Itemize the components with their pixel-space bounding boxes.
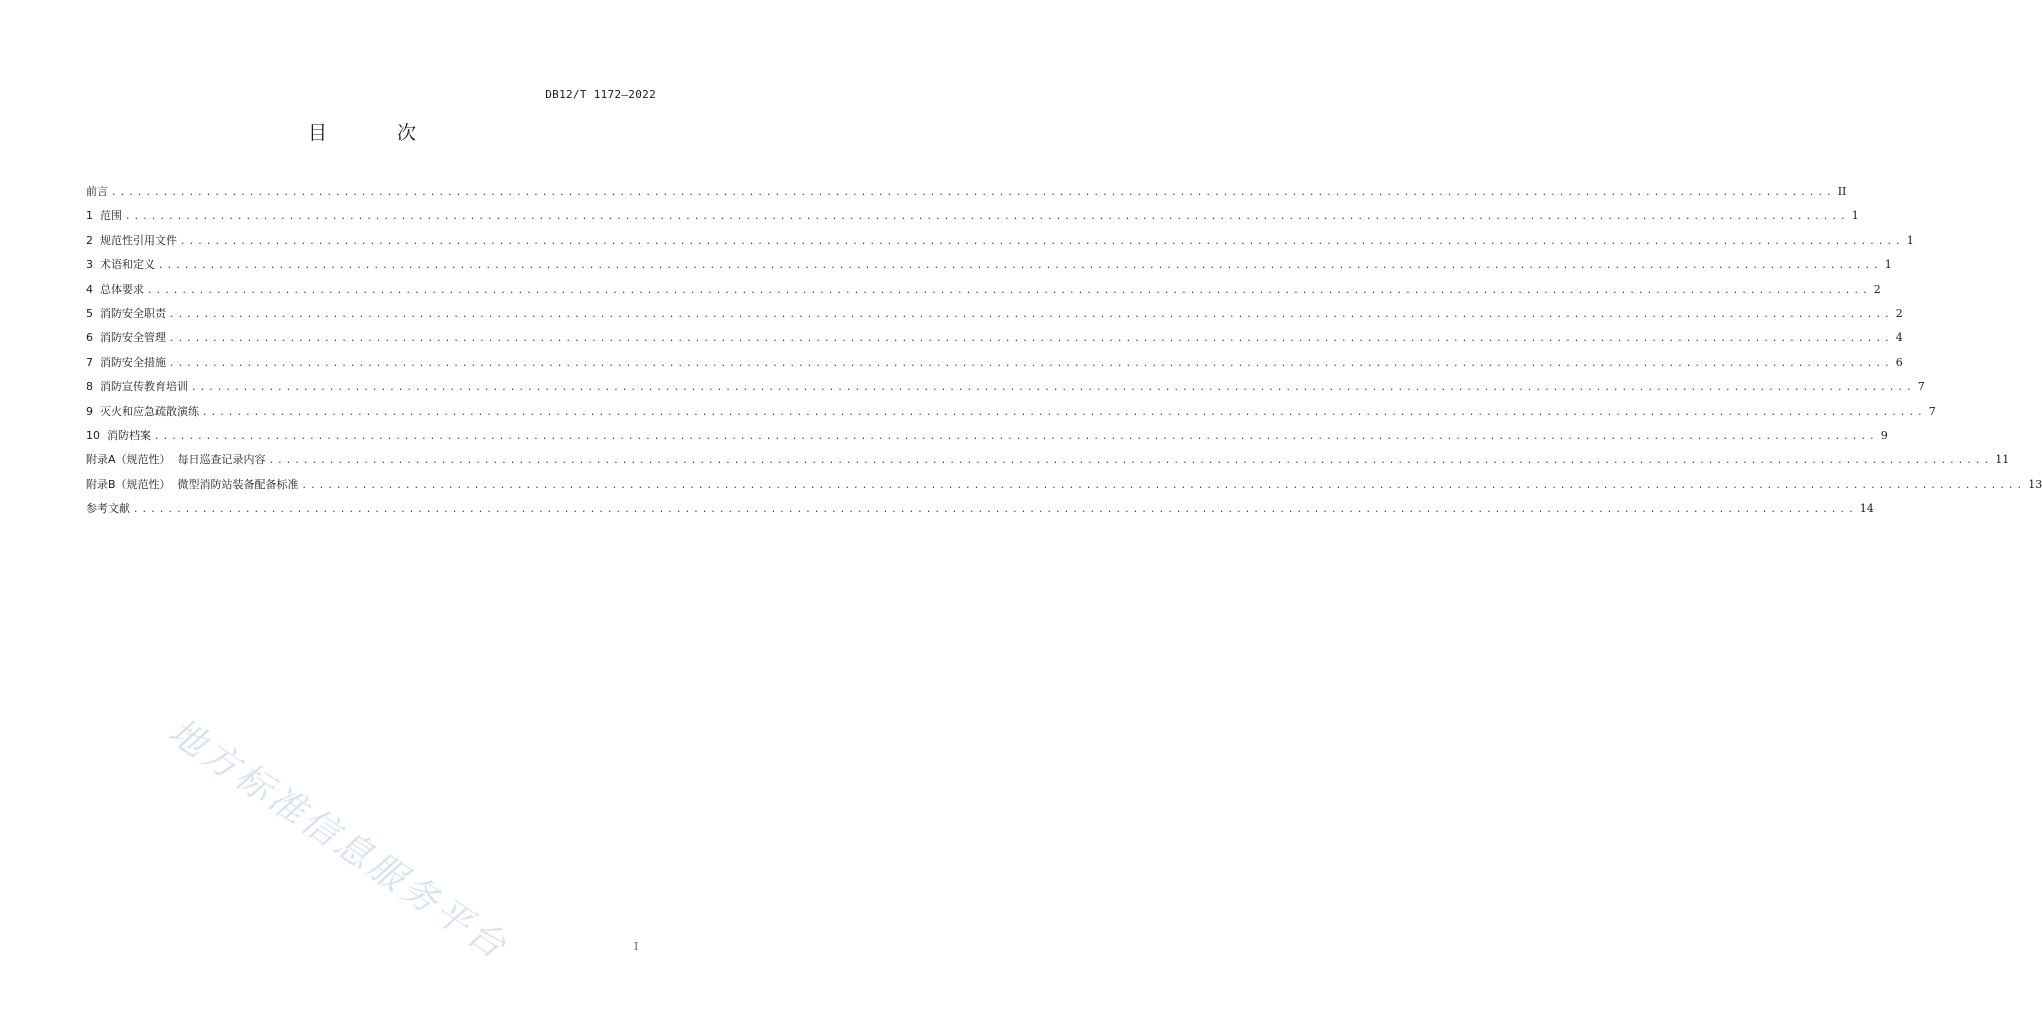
watermark: 地方标准信息服务平台 bbox=[160, 710, 516, 969]
toc-dot-leader: ........................................................................................................................................................................................................ bbox=[158, 261, 1882, 272]
toc-entry-label: 前言 bbox=[86, 185, 108, 198]
toc-entry-page: 14 bbox=[1859, 502, 1874, 516]
toc-entry-page: 9 bbox=[1880, 428, 1888, 442]
toc-entry-label: 2 规范性引用文件 bbox=[86, 233, 177, 247]
toc-dot-leader: ........................................................................................................................................................................................................ bbox=[169, 309, 1893, 320]
toc-entry[interactable] bbox=[86, 424, 1888, 448]
toc-entry-label: 附录B（规范性） 微型消防站装备配备标准 bbox=[86, 477, 299, 491]
toc-dot-leader: ........................................................................................................................................................................................................ bbox=[180, 236, 1904, 247]
toc-entry-page: 13 bbox=[2028, 477, 2042, 491]
toc-entry-page: 7 bbox=[1928, 404, 1936, 418]
toc-dot-leader: ........................................................................................................................................................................................................ bbox=[154, 431, 1878, 442]
toc-entry[interactable] bbox=[86, 448, 2010, 472]
toc-entry[interactable] bbox=[86, 400, 1936, 424]
toc-dot-leader: ........................................................................................................................................................................................................ bbox=[202, 407, 1926, 418]
toc-entry-page: 1 bbox=[1906, 233, 1914, 247]
toc-entry-label: 9 灭火和应急疏散演练 bbox=[86, 404, 199, 418]
toc-dot-leader: ........................................................................................................................................................................................................ bbox=[191, 383, 1915, 394]
toc-entry-page: 2 bbox=[1895, 306, 1903, 320]
toc-entry-page: 2 bbox=[1873, 282, 1881, 296]
toc-entry[interactable] bbox=[86, 326, 1903, 350]
toc-entry[interactable] bbox=[86, 473, 2042, 497]
toc-list bbox=[86, 180, 2042, 521]
toc-entry-page: 6 bbox=[1895, 355, 1903, 369]
toc-entry-page: 4 bbox=[1895, 331, 1903, 345]
toc-entry-label: 10 消防档案 bbox=[86, 428, 151, 442]
toc-dot-leader: ........................................................................................................................................................................................................ bbox=[125, 212, 1849, 223]
toc-entry[interactable] bbox=[86, 253, 1892, 277]
toc-entry-label: 附录A（规范性） 每日巡查记录内容 bbox=[86, 453, 266, 467]
toc-entry-page: II bbox=[1837, 185, 1847, 198]
toc-entry[interactable] bbox=[86, 278, 1881, 302]
toc-dot-leader: ........................................................................................................................................................................................................ bbox=[111, 188, 1835, 198]
toc-entry-label: 8 消防宣传教育培训 bbox=[86, 380, 188, 394]
toc-dot-leader: ........................................................................................................................................................................................................ bbox=[268, 456, 1993, 467]
toc-entry-page: 1 bbox=[1851, 209, 1859, 223]
toc-entry-page: 7 bbox=[1917, 380, 1925, 394]
toc-dot-leader: ........................................................................................................................................................................................................ bbox=[301, 480, 2026, 491]
toc-entry[interactable] bbox=[86, 302, 1903, 326]
toc-dot-leader: ........................................................................................................................................................................................................ bbox=[169, 358, 1893, 369]
toc-dot-leader: ........................................................................................................................................................................................................ bbox=[169, 334, 1893, 345]
toc-title: 目 次 bbox=[307, 122, 449, 144]
toc-entry-label: 7 消防安全措施 bbox=[86, 355, 166, 369]
toc-entry-label: 5 消防安全职责 bbox=[86, 306, 166, 320]
toc-entry[interactable] bbox=[86, 497, 1874, 521]
toc-entry[interactable] bbox=[86, 180, 1847, 204]
toc-entry[interactable] bbox=[86, 229, 1914, 253]
page-number: I bbox=[634, 940, 639, 953]
toc-entry-label: 参考文献 bbox=[86, 502, 130, 516]
toc-entry-page: 11 bbox=[1995, 453, 2010, 467]
toc-entry-label: 1 范围 bbox=[86, 209, 122, 223]
toc-entry[interactable] bbox=[86, 204, 1859, 228]
toc-entry-label: 3 术语和定义 bbox=[86, 258, 155, 272]
toc-dot-leader: ........................................................................................................................................................................................................ bbox=[133, 505, 1857, 516]
toc-entry-label: 6 消防安全管理 bbox=[86, 331, 166, 345]
toc-entry[interactable] bbox=[86, 351, 1903, 375]
toc-entry-page: 1 bbox=[1884, 258, 1892, 272]
toc-dot-leader: ........................................................................................................................................................................................................ bbox=[147, 285, 1871, 296]
document-code: DB12/T 1172—2022 bbox=[545, 88, 656, 101]
toc-entry-label: 4 总体要求 bbox=[86, 282, 144, 296]
toc-entry[interactable] bbox=[86, 375, 1925, 399]
